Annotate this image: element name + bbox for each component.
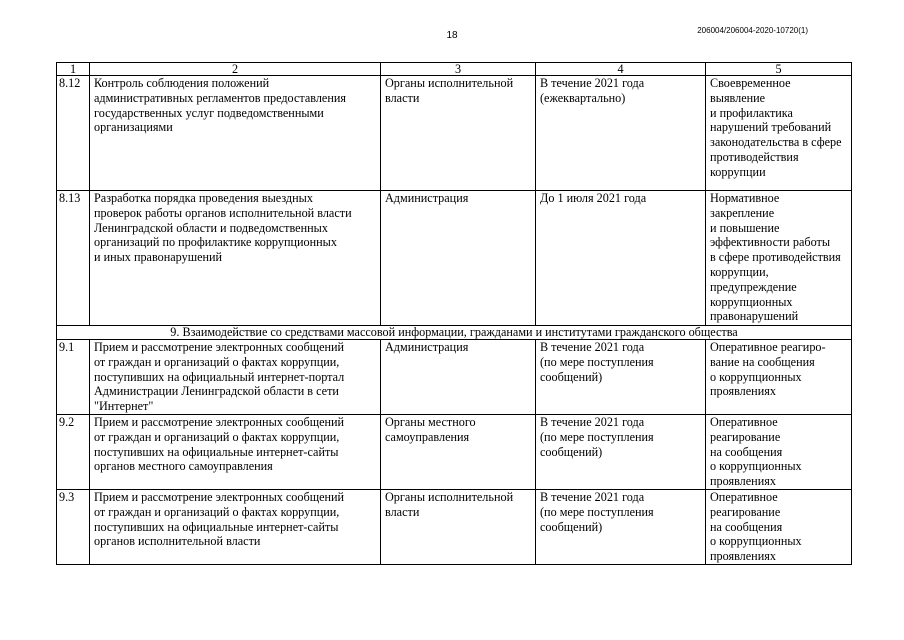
cell-executor bbox=[381, 191, 536, 326]
deadline-text-line: сообщений) bbox=[540, 444, 603, 459]
result-text-line: предупреждение bbox=[710, 279, 797, 294]
table-row bbox=[57, 191, 852, 326]
measure-text-line: органов исполнительной власти bbox=[94, 534, 261, 549]
section-heading-row bbox=[57, 326, 852, 340]
row-number: 9.2 bbox=[57, 414, 90, 489]
row-number: 9.1 bbox=[57, 340, 90, 415]
cell-executor bbox=[381, 76, 536, 191]
result-text-line: о коррупционных bbox=[710, 369, 802, 384]
executor-text-line: Органы исполнительной bbox=[385, 76, 514, 90]
cell-executor bbox=[381, 340, 536, 415]
measure-text-line: Прием и рассмотрение электронных сообщений bbox=[94, 489, 345, 504]
measure-text-line: от граждан и организаций о фактах коррупции, bbox=[94, 429, 340, 444]
executor-text-line: Администрация bbox=[385, 340, 469, 354]
measure-text-line: от граждан и организаций о фактах коррупции, bbox=[94, 504, 340, 519]
result-text-line: проявлениях bbox=[710, 549, 776, 564]
deadline-text-line: В течение 2021 года bbox=[540, 76, 645, 90]
measure-text-line: Прием и рассмотрение электронных сообщений bbox=[94, 340, 345, 354]
result-text-line: реагирование bbox=[710, 429, 781, 444]
cell-result bbox=[706, 340, 852, 415]
table-row bbox=[57, 340, 852, 415]
result-text-line: проявлениях bbox=[710, 384, 776, 399]
cell-executor bbox=[381, 414, 536, 489]
result-text-line: в сфере противодействия bbox=[710, 250, 841, 265]
result-text-line: на сообщения bbox=[710, 519, 783, 534]
deadline-text-line: В течение 2021 года bbox=[540, 414, 645, 429]
result-text-line: и повышение bbox=[710, 220, 780, 235]
executor-text-line: власти bbox=[385, 504, 420, 519]
executor-text-line: самоуправления bbox=[385, 429, 470, 444]
result-text-line: о коррупционных bbox=[710, 459, 802, 474]
measure-text-line: поступивших на официальные интернет-сайты bbox=[94, 444, 339, 459]
deadline-text-line: (ежеквартально) bbox=[540, 90, 626, 105]
executor-text-line: Органы местного bbox=[385, 414, 476, 429]
executor-text-line: Органы исполнительной bbox=[385, 489, 514, 504]
result-text-line: на сообщения bbox=[710, 444, 783, 459]
measure-text-line: проверок работы органов исполнительной власти bbox=[94, 205, 352, 220]
cell-result bbox=[706, 191, 852, 326]
measure-text-line: административных регламентов предоставления bbox=[94, 90, 346, 105]
column-number-header: 5 bbox=[706, 63, 852, 76]
result-text-line: Оперативное bbox=[710, 489, 778, 504]
cell-executor bbox=[381, 489, 536, 564]
result-text-line: Оперативное bbox=[710, 414, 778, 429]
row-number: 8.13 bbox=[57, 191, 90, 326]
column-number-header: 3 bbox=[381, 63, 536, 76]
table-row bbox=[57, 414, 852, 489]
result-text-line: закрепление bbox=[710, 205, 775, 220]
executor-text-line: Администрация bbox=[385, 191, 469, 205]
result-text-line: коррупционных bbox=[710, 294, 793, 309]
cell-measure bbox=[90, 414, 381, 489]
result-text-line: проявлениях bbox=[710, 474, 776, 489]
result-text-line: реагирование bbox=[710, 504, 781, 519]
cell-deadline bbox=[536, 191, 706, 326]
result-text-line: эффективности работы bbox=[710, 235, 831, 250]
measure-text-line: организаций по профилактике коррупционных bbox=[94, 235, 337, 250]
cell-result bbox=[706, 76, 852, 191]
measure-text-line: Прием и рассмотрение электронных сообщений bbox=[94, 414, 345, 429]
deadline-text-line: В течение 2021 года bbox=[540, 340, 645, 354]
measures-table bbox=[56, 62, 852, 565]
section-title: 9. Взаимодействие со средствами массовой информации, гражданами и институтами гражданского общества bbox=[57, 326, 852, 340]
result-text-line: о коррупционных bbox=[710, 534, 802, 549]
cell-deadline bbox=[536, 489, 706, 564]
deadline-text-line: (по мере поступления bbox=[540, 354, 654, 369]
row-number: 8.12 bbox=[57, 76, 90, 191]
result-text-line: Своевременное bbox=[710, 76, 791, 90]
deadline-text-line: сообщений) bbox=[540, 369, 603, 384]
measure-text-line: Администрации Ленинградской области в сети bbox=[94, 384, 339, 399]
deadline-text-line: (по мере поступления bbox=[540, 504, 654, 519]
result-text-line: выявление bbox=[710, 90, 766, 105]
deadline-text-line: сообщений) bbox=[540, 519, 603, 534]
cell-result bbox=[706, 489, 852, 564]
result-text-line: нарушений требований bbox=[710, 120, 832, 135]
executor-text-line: власти bbox=[385, 90, 420, 105]
deadline-text-line: (по мере поступления bbox=[540, 429, 654, 444]
measure-text-line: поступивших на официальный интернет-портал bbox=[94, 369, 345, 384]
measure-text-line: от граждан и организаций о фактах коррупции, bbox=[94, 354, 340, 369]
measure-text-line: Разработка порядка проведения выездных bbox=[94, 191, 313, 205]
measure-text-line: поступивших на официальные интернет-сайты bbox=[94, 519, 339, 534]
result-text-line: вание на сообщения bbox=[710, 354, 815, 369]
measure-text-line: и иных правонарушений bbox=[94, 250, 223, 265]
cell-result bbox=[706, 414, 852, 489]
result-text-line: и профилактика bbox=[710, 105, 793, 120]
cell-deadline bbox=[536, 414, 706, 489]
page-number: 18 bbox=[446, 30, 458, 41]
measure-text-line: организациями bbox=[94, 120, 173, 135]
deadline-text-line: В течение 2021 года bbox=[540, 489, 645, 504]
table-row bbox=[57, 76, 852, 191]
result-text-line: коррупции bbox=[710, 164, 766, 179]
measure-text-line: "Интернет" bbox=[94, 399, 154, 414]
result-text-line: Нормативное bbox=[710, 191, 780, 205]
cell-measure bbox=[90, 191, 381, 326]
table-row bbox=[57, 489, 852, 564]
column-number-header: 1 bbox=[57, 63, 90, 76]
deadline-text-line: До 1 июля 2021 года bbox=[540, 191, 647, 205]
column-number-header: 2 bbox=[90, 63, 381, 76]
cell-measure bbox=[90, 340, 381, 415]
cell-deadline bbox=[536, 340, 706, 415]
result-text-line: правонарушений bbox=[710, 309, 799, 324]
cell-measure bbox=[90, 76, 381, 191]
measure-text-line: государственных услуг подведомственными bbox=[94, 105, 324, 120]
column-number-row bbox=[57, 63, 852, 76]
column-number-header: 4 bbox=[536, 63, 706, 76]
cell-deadline bbox=[536, 76, 706, 191]
measure-text-line: Ленинградской области и подведомственных bbox=[94, 220, 328, 235]
cell-measure bbox=[90, 489, 381, 564]
measure-text-line: Контроль соблюдения положений bbox=[94, 76, 270, 90]
document-id: 206004/206004-2020-10720(1) bbox=[697, 26, 808, 35]
result-text-line: законодательства в сфере bbox=[710, 135, 842, 150]
row-number: 9.3 bbox=[57, 489, 90, 564]
result-text-line: коррупции, bbox=[710, 264, 769, 279]
result-text-line: Оперативное реагиро- bbox=[710, 340, 826, 354]
measure-text-line: органов местного самоуправления bbox=[94, 459, 273, 474]
result-text-line: противодействия bbox=[710, 149, 799, 164]
